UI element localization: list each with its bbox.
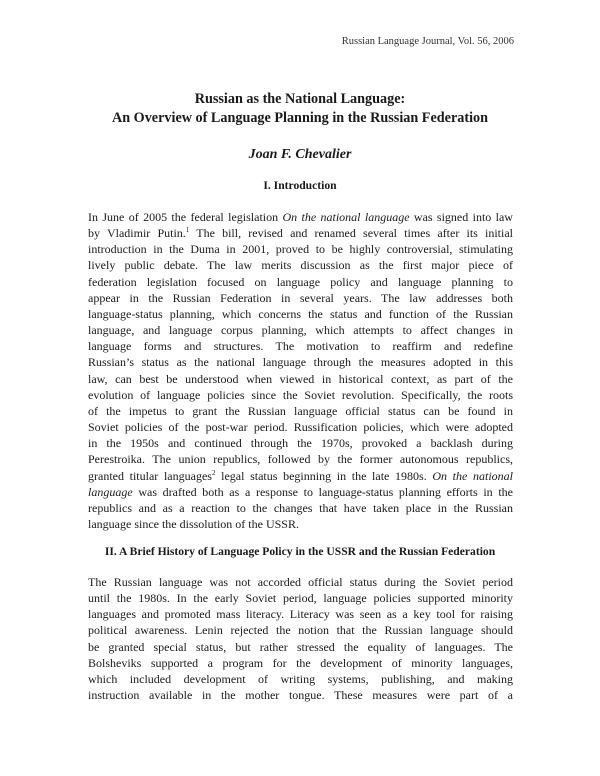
text-line: Soviet policies of the post-war period. Russification policies, which were adopted: [88, 420, 513, 435]
text-line: The Russian language was not accorded official status during the Soviet period: [88, 575, 513, 589]
text-line: of the impetus to grant the Russian language official status can be found in: [88, 403, 513, 418]
text-line: by Vladimir Putin.$^1$ The bill, revised and renamed several times after its initial: [88, 226, 513, 241]
text-line: be granted special status, but rather stressed the equality of languages. The: [88, 639, 513, 654]
text-line: which included development of writing systems, publishing, and making: [88, 671, 513, 686]
law-title: language: [88, 484, 133, 499]
text-line: In June of 2005 the federal legislation On the national language was signed into law: [88, 210, 513, 224]
text-line: language forms and structures. The motivation to reaffirm and redefine: [88, 339, 513, 354]
section-heading-history: II. A Brief History of Language Policy in the USSR and the Russian Federation: [104, 545, 496, 558]
law-title: On the national: [432, 468, 514, 483]
text-line: political awareness. Lenin rejected the notion that the Russian language should: [88, 623, 513, 638]
text-line: language was drafted both as a response to language-status planning efforts in the: [88, 484, 513, 499]
running-header: Russian Language Journal, Vol. 56, 2006: [341, 36, 514, 47]
text-line: language-status planning, which concerns the status and function of the Russian: [88, 306, 513, 321]
text-line: language, and language corpus planning, which attempts to affect changes in: [88, 323, 513, 338]
footnote-marker: 2: [211, 468, 216, 477]
text-line: instruction available in the mother tongue. These measures were part of a: [88, 688, 513, 703]
text-line: in the 1950s and continued through the 1970s, provoked a backlash during: [88, 436, 513, 451]
text-line: evolution of language policies since the Soviet revolution. Specifically, the roots: [88, 387, 513, 402]
section-heading-introduction: I. Introduction: [263, 179, 337, 192]
author-name: Joan F. Chevalier: [248, 147, 352, 162]
text-line: languages and promoted mass literacy. Literacy was seen as a key tool for raising: [88, 607, 513, 622]
paper-title: [60, 90, 540, 128]
text-line: introduction in the Duma in 2001, proved to be highly controversial, stimulating: [88, 242, 513, 257]
introduction-paragraph: [88, 209, 513, 532]
footnote-marker: 1: [185, 226, 190, 235]
text-line: federation legislation focused on language policy and language planning to: [88, 274, 513, 289]
text-line: granted titular languages$^2$ legal status beginning in the late 1980s. On the national: [88, 468, 514, 483]
history-paragraph: [88, 574, 513, 703]
text-line: language since the dissolution of the USSR.: [88, 516, 299, 531]
text-line: Bolsheviks supported a program for the development of minority languages,: [88, 655, 513, 670]
text-line: law, can best be understood when viewed in historical context, as part of the: [88, 371, 513, 386]
text-line: lively public debate. The law merits discussion as the first major piece of: [88, 258, 513, 273]
text-line: appear in the Russian Federation in several years. The law addresses both: [88, 290, 513, 305]
text-line: until the 1980s. In the early Soviet period, language policies supported minority: [88, 591, 513, 606]
text-line: republics and as a reaction to the changes that have taken place in the Russian: [88, 500, 513, 515]
title-line-1: Russian as the National Language:: [194, 91, 406, 107]
title-line-2: An Overview of Language Planning in the Russian Federation: [112, 110, 488, 126]
text-line: Perestroika. The union republics, followed by the former autonomous republics,: [88, 452, 513, 467]
text-line: Russian’s status as the national language through the measures adopted in this: [88, 355, 513, 370]
law-title: On the national language: [282, 210, 410, 224]
